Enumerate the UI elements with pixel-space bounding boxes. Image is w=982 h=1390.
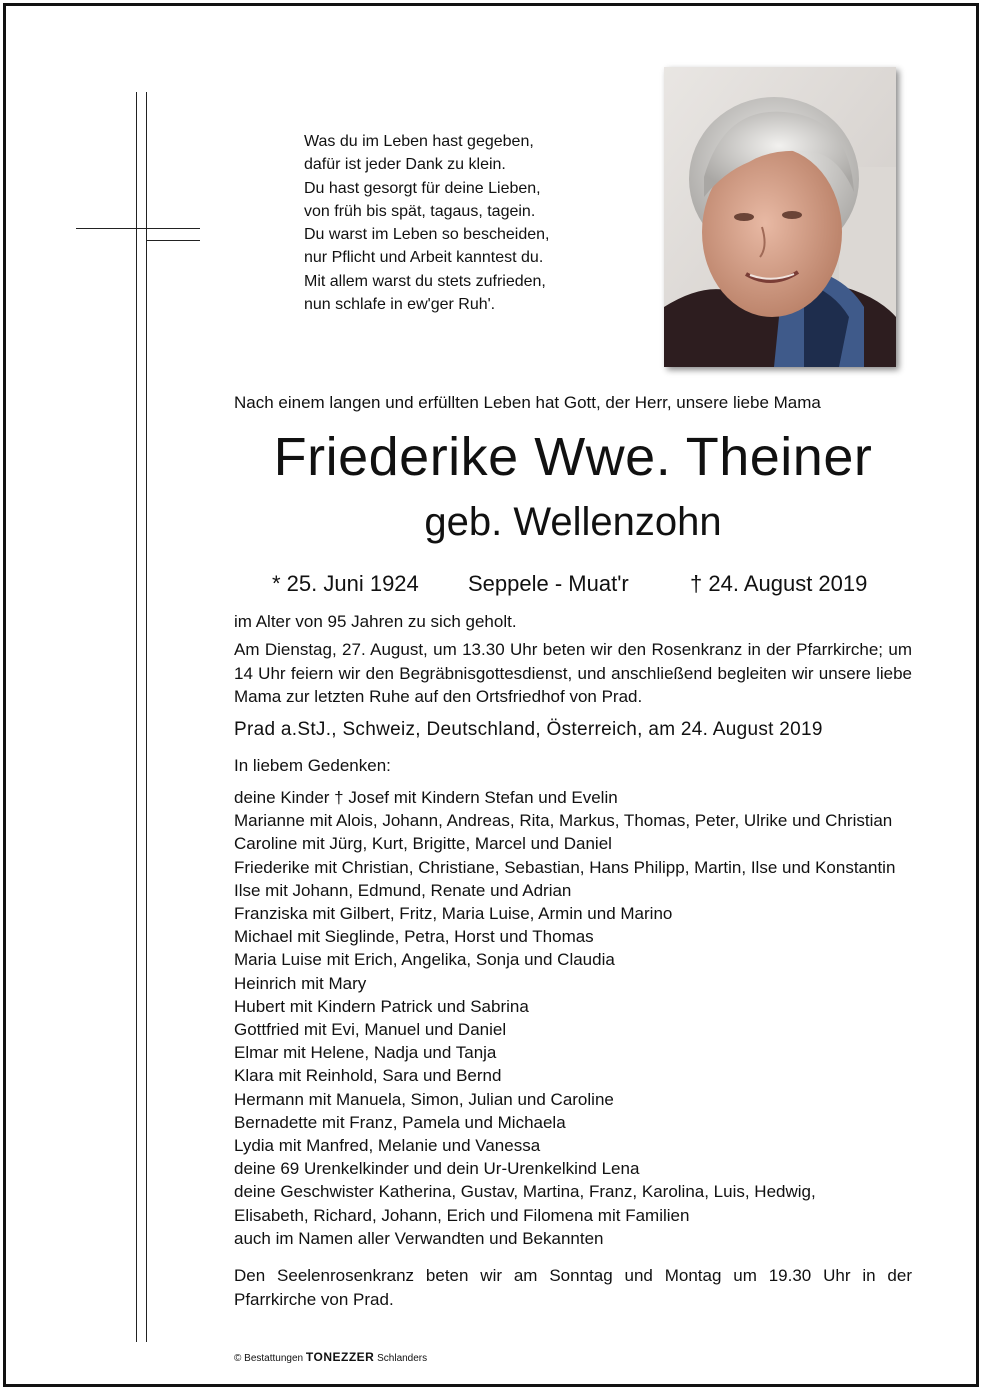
footer-credit bbox=[234, 1350, 427, 1364]
poem-line: Du warst im Leben so bescheiden, bbox=[304, 226, 550, 244]
family-line: Ilse mit Johann, Edmund, Renate und Adrian bbox=[234, 880, 572, 900]
family-line: Michael mit Sieglinde, Petra, Horst und Thomas bbox=[234, 927, 594, 947]
poem-line: Mit allem warst du stets zufrieden, bbox=[304, 272, 546, 290]
deceased-name: Friederike Wwe. Theiner bbox=[273, 427, 873, 487]
poem-line: dafür ist jeder Dank zu klein. bbox=[304, 156, 506, 174]
intro-text: Nach einem langen und erfüllten Leben hat Gott, der Herr, unsere liebe Mama bbox=[234, 393, 821, 412]
family-line: Klara mit Reinhold, Sara und Bernd bbox=[234, 1066, 502, 1086]
family-line: Marianne mit Alois, Johann, Andreas, Rita, Markus, Thomas, Peter, Ulrike und Christian bbox=[234, 811, 893, 831]
family-line: deine Geschwister Katherina, Gustav, Martina, Franz, Karolina, Luis, Hedwig, bbox=[234, 1182, 816, 1202]
nickname: Seppele - Muat'r bbox=[468, 571, 629, 596]
poem-line: von früh bis spät, tagaus, tagein. bbox=[304, 202, 536, 220]
poem-line: nur Pflicht und Arbeit kanntest du. bbox=[304, 249, 544, 267]
poem-line: Was du im Leben hast gegeben, bbox=[304, 133, 534, 150]
family-line: Hermann mit Manuela, Simon, Julian und Caroline bbox=[234, 1089, 614, 1109]
maiden-name: geb. Wellenzohn bbox=[424, 500, 722, 544]
family-line: auch im Namen aller Verwandten und Bekannten bbox=[234, 1228, 604, 1248]
age-line: im Alter von 95 Jahren zu sich geholt. bbox=[234, 612, 517, 631]
family-list bbox=[234, 786, 924, 1250]
family-line: Elisabeth, Richard, Johann, Erich und Filomena mit Familien bbox=[234, 1205, 690, 1225]
family-line: deine Kinder † Josef mit Kindern Stefan und Evelin bbox=[234, 788, 618, 807]
cross-intersection bbox=[137, 229, 146, 240]
place-date: Prad a.StJ., Schweiz, Deutschland, Österreich, am 24. August 2019 bbox=[234, 719, 823, 740]
cross-vertical-line-inner bbox=[146, 92, 147, 1342]
family-line: Bernadette mit Franz, Pamela und Michaela bbox=[234, 1112, 566, 1132]
family-line: Hubert mit Kindern Patrick und Sabrina bbox=[234, 996, 529, 1016]
service-info: Am Dienstag, 27. August, um 13.30 Uhr beten wir den Rosenkranz in der Pfarrkirche; um 14 Uhr feiern wir den Begräbnisgottesdienst, und anschließend begleiten wir unsere liebe Mama zur letzten Ruhe auf den Ortsfriedhof von Prad. bbox=[234, 640, 912, 706]
birth-date: * 25. Juni 1924 bbox=[272, 571, 419, 596]
death-date: † 24. August 2019 bbox=[690, 571, 868, 596]
cross-horizontal-line-inner bbox=[146, 240, 200, 241]
closing-text: Den Seelenrosenkranz beten wir am Sonntag und Montag um 19.30 Uhr in der Pfarrkirche von Prad. bbox=[234, 1266, 912, 1309]
footer-prefix: © Bestattungen bbox=[234, 1353, 304, 1364]
family-line: Maria Luise mit Erich, Angelika, Sonja und Claudia bbox=[234, 950, 615, 970]
portrait-photo bbox=[664, 67, 896, 367]
family-line: Franziska mit Gilbert, Fritz, Maria Luise, Armin und Marino bbox=[234, 904, 673, 924]
cross-vertical-line bbox=[136, 92, 137, 1342]
poem-line: nun schlafe in ew'ger Ruh'. bbox=[304, 296, 496, 314]
portrait-illustration bbox=[664, 67, 896, 367]
footer-brand: TONEZZER bbox=[305, 1350, 375, 1364]
family-line: deine 69 Urenkelkinder und dein Ur-Urenkelkind Lena bbox=[234, 1159, 640, 1179]
family-line: Heinrich mit Mary bbox=[234, 973, 367, 993]
footer-suffix: Schlanders bbox=[377, 1353, 428, 1364]
poem-line: Du hast gesorgt für deine Lieben, bbox=[304, 179, 541, 197]
family-line: Gottfried mit Evi, Manuel und Daniel bbox=[234, 1020, 507, 1040]
family-line: Lydia mit Manfred, Melanie und Vanessa bbox=[234, 1136, 541, 1156]
memorial-poem bbox=[304, 130, 634, 316]
family-line: Caroline mit Jürg, Kurt, Brigitte, Marcel und Daniel bbox=[234, 834, 612, 854]
gedenken-heading: In liebem Gedenken: bbox=[234, 756, 391, 775]
family-line: Elmar mit Helene, Nadja und Tanja bbox=[234, 1043, 497, 1063]
family-line: Friederike mit Christian, Christiane, Sebastian, Hans Philipp, Martin, Ilse und Konstantin bbox=[234, 857, 896, 877]
